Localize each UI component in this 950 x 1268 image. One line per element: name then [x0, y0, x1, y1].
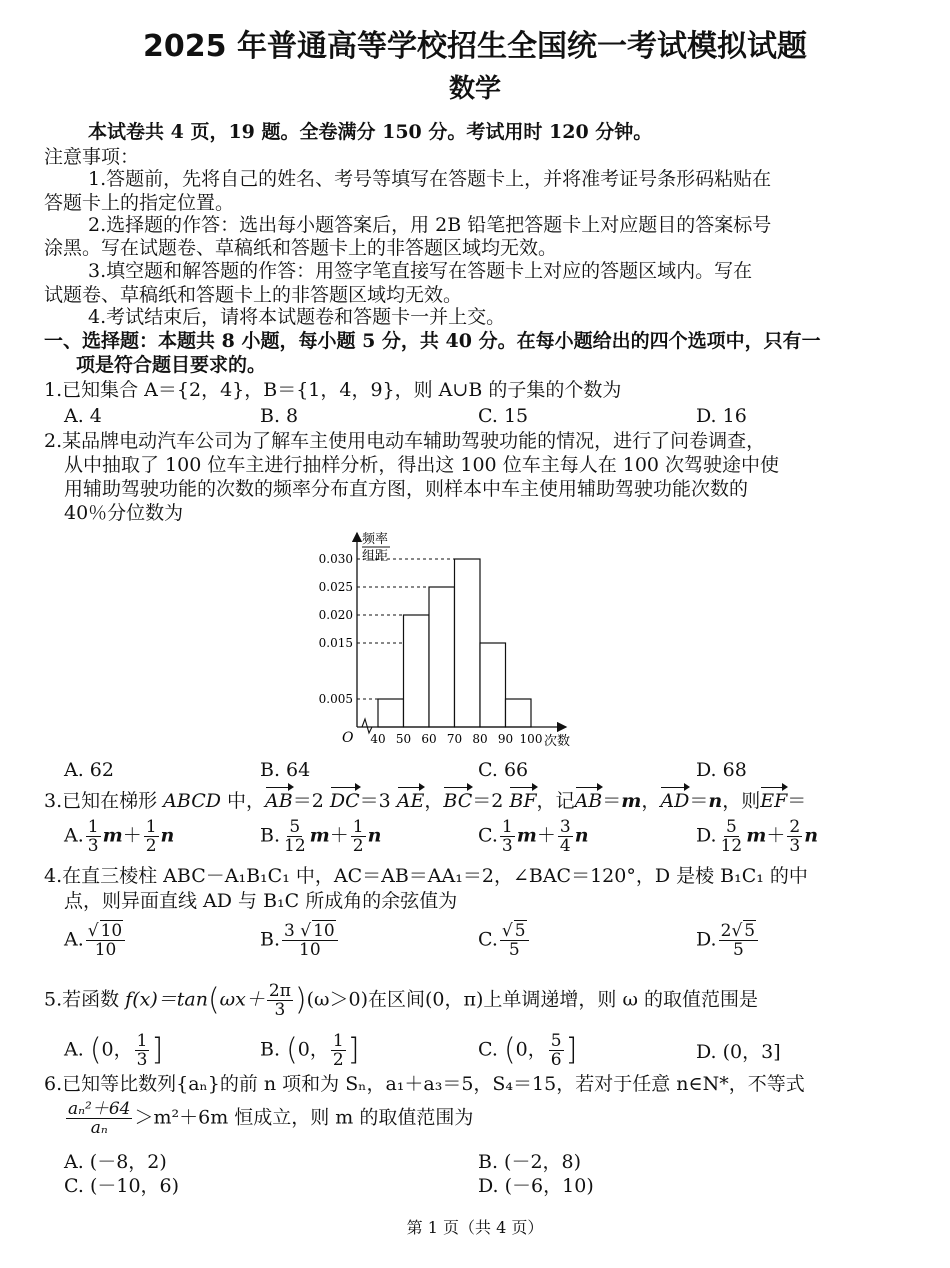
page-footer: 第 1 页（共 4 页）	[406, 1218, 544, 1237]
q4-option-a: A. $\frac{√ 10}{10}$	[64, 922, 127, 959]
q3-stem: 3.已知在梯形 ABCD 中，AB＝2 DC＝3 AE，BC＝2 BF，记AB＝m，AD＝n，则EF＝	[44, 790, 807, 812]
notice-4: 4.考试结束后，请将本试题卷和答题卡一并上交。	[88, 306, 506, 328]
y-label-bottom: 组距	[362, 549, 389, 564]
frequency-histogram	[300, 527, 600, 757]
exam-title: 2025 年普通高等学校招生全国统一考试模拟试题	[143, 29, 807, 64]
q5-option-b: B. (0， $\frac{1}{2}$ ]	[260, 1031, 360, 1070]
q2-option-a: A. 62	[64, 759, 114, 781]
origin-label: O	[342, 730, 354, 746]
q5-stem: 5.若函数 f(x)＝tan(ωx＋ $\frac{2\pi}{3}$ )(ω＞0)在区间(0，π)上单调递增，则 ω 的取值范围是	[44, 981, 758, 1020]
section-heading-line2: 项是符合题目要求的。	[76, 354, 267, 376]
notice-label: 注意事项：	[44, 146, 140, 168]
axis-break-icon	[362, 719, 372, 733]
exam-summary: 本试卷共 4 页，19 题。全卷满分 150 分。考试用时 120 分钟。	[88, 121, 653, 143]
q2-stem-line4: 40％分位数为	[64, 502, 184, 524]
q5-option-a: A. (0， $\frac{1}{3}$ ]	[64, 1031, 164, 1070]
q3-option-c: C. $\frac{1}{3}$ m＋ $\frac{3}{4}$ n	[478, 817, 589, 856]
q6-stem-line2: $\frac{\text{aₙ²＋64}}{\text{aₙ}}$ ＞m²＋6m 恒成立，则 m 的取值范围为	[68, 1099, 474, 1138]
histogram-bar-90-100	[506, 699, 532, 727]
q2-stem-line2: 从中抽取了 100 位车主进行抽样分析，得出这 100 位车主每人在 100 次驾驶途中使	[64, 454, 780, 476]
notice-3a: 3.填空题和解答题的作答：用签字笔直接写在答题卡上对应的答题区域内。写在	[88, 260, 753, 282]
q2-stem-line3: 用辅助驾驶功能的次数的频率分布直方图，则样本中车主使用辅助驾驶功能次数的	[64, 478, 749, 500]
x-tick-label: 60	[421, 732, 437, 746]
notice-2b: 涂黑。写在试题卷、草稿纸和答题卡上的非答题区域均无效。	[44, 237, 558, 259]
y-tick-label: 0.020	[318, 608, 353, 622]
y-tick-label: 0.015	[318, 636, 353, 650]
vector-ab: AB	[265, 790, 293, 812]
q1-option-c: C. 15	[478, 405, 529, 427]
q4-option-b: B. $\frac{3 √ 10}{10}$	[260, 922, 340, 959]
vector-ab-2: AB	[574, 790, 603, 812]
q3-option-d: D. $\frac{5}{12}$ m＋ $\frac{2}{3}$ n	[696, 817, 819, 856]
x-axis-label: 次数	[544, 734, 571, 749]
q5-option-d: D. (0，3]	[696, 1041, 781, 1063]
q6-option-d: D. (－6，10)	[478, 1175, 594, 1197]
q1-option-d: D. 16	[696, 405, 747, 427]
notice-1b: 答题卡上的指定位置。	[44, 192, 235, 214]
vector-bf: BF	[509, 790, 537, 812]
x-tick-label: 90	[497, 732, 514, 746]
notice-2a: 2.选择题的作答：选出每小题答案后，用 2B 铅笔把答题卡上对应题目的答案标号	[88, 214, 772, 236]
q6-option-c: C. (－10，6)	[64, 1175, 180, 1197]
q1-stem: 1.已知集合 A＝{2，4}，B＝{1，4，9}，则 A∪B 的子集的个数为	[44, 379, 622, 401]
vector-dc: DC	[329, 790, 360, 812]
q4-option-d: D. $\frac{2√ 5}{5}$	[696, 922, 760, 959]
q2-stem-line1: 2.某品牌电动汽车公司为了解车主使用电动车辅助驾驶功能的情况，进行了问卷调查，	[44, 430, 766, 452]
q3-option-a: A. $\frac{1}{3}$ m＋ $\frac{1}{2}$ n	[64, 817, 175, 856]
q6-option-a: A. (－8，2)	[64, 1151, 167, 1173]
vector-ae: AE	[396, 790, 425, 812]
q6-option-b: B. (－2，8)	[478, 1151, 582, 1173]
q6-stem-line1: 6.已知等比数列{aₙ}的前 n 项和为 Sₙ，a₁＋a₃＝5，S₄＝15，若对于任意 n∈N*，不等式	[44, 1073, 805, 1095]
notice-3b: 试题卷、草稿纸和答题卡上的非答题区域均无效。	[44, 284, 463, 306]
q2-option-b: B. 64	[260, 759, 311, 781]
histogram-bar-60-70	[429, 587, 455, 727]
y-tick-label: 0.005	[318, 692, 353, 706]
q4-option-c: C. $\frac{√ 5}{5}$	[478, 922, 531, 959]
histogram-bar-50-60	[404, 615, 430, 727]
vector-ad: AD	[660, 790, 690, 812]
q4-stem-line1: 4.在直三棱柱 ABC－A₁B₁C₁ 中，AC＝AB＝AA₁＝2，∠BAC＝120°，D 是棱 B₁C₁ 的中	[44, 865, 808, 887]
y-label-top: 频率	[362, 532, 389, 547]
x-tick-label: 50	[395, 732, 412, 746]
notice-1a: 1.答题前，先将自己的姓名、考号等填写在答题卡上，并将准考证号条形码粘贴在	[88, 168, 772, 190]
vector-bc: BC	[443, 790, 473, 812]
x-tick-label: 40	[370, 732, 386, 746]
y-tick-label: 0.030	[318, 552, 353, 566]
histogram-bar-40-50	[378, 699, 404, 727]
x-tick-label: 100	[519, 732, 543, 746]
q2-option-d: D. 68	[696, 759, 747, 781]
x-tick-label: 70	[446, 732, 463, 746]
section-heading-line1: 一、选择题：本题共 8 小题，每小题 5 分，共 40 分。在每小题给出的四个选项中，只有一	[44, 330, 821, 352]
histogram-bar-80-90	[480, 643, 506, 727]
q3-option-b: B. $\frac{5}{12}$ m＋ $\frac{1}{2}$ n	[260, 817, 382, 856]
vector-ef: EF	[760, 790, 788, 812]
q5-option-c: C. (0， $\frac{5}{6}$ ]	[478, 1031, 578, 1070]
q4-stem-line2: 点，则异面直线 AD 与 B₁C 所成角的余弦值为	[64, 890, 458, 912]
subject-title: 数学	[448, 74, 501, 104]
q2-option-c: C. 66	[478, 759, 529, 781]
histogram-bar-70-80	[455, 559, 481, 727]
x-tick-label: 80	[472, 732, 488, 746]
q1-option-a: A. 4	[64, 405, 102, 427]
y-tick-label: 0.025	[318, 580, 353, 594]
q1-option-b: B. 8	[260, 405, 299, 427]
